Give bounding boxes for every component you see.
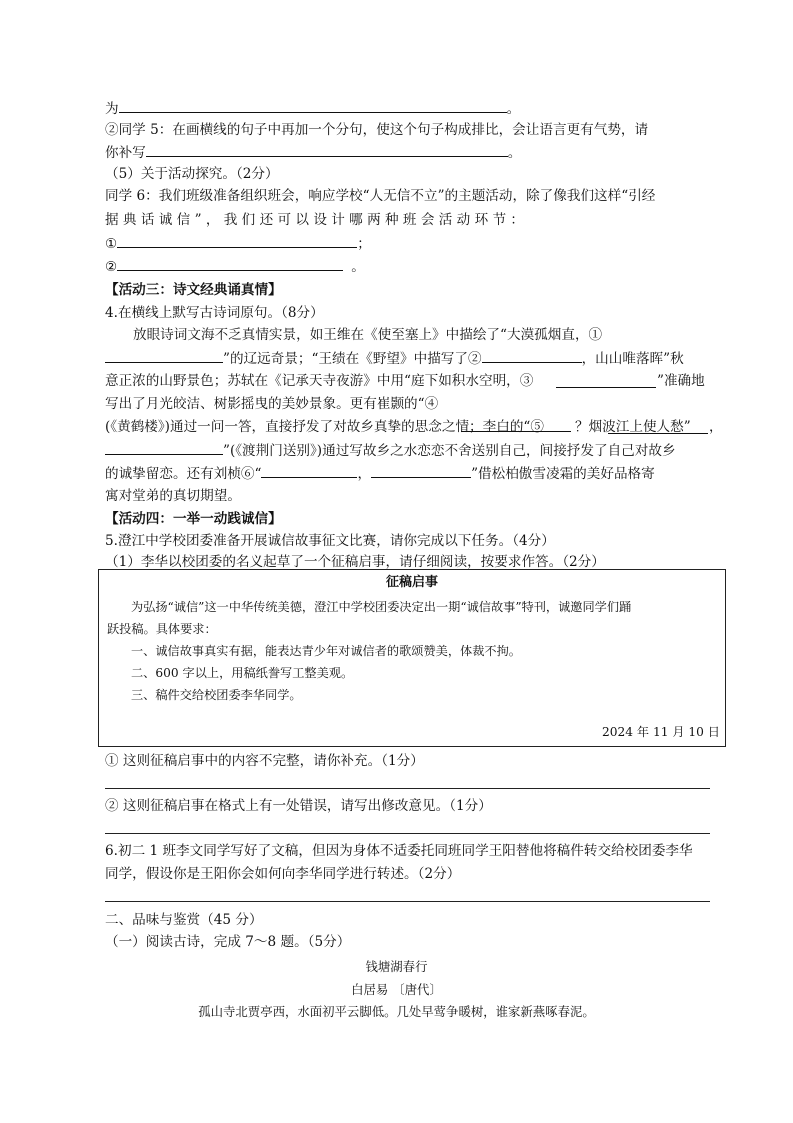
part-2-heading: 二、品味与鉴赏（45 分） — [105, 912, 263, 928]
poem-title: 钱塘湖春行 — [365, 959, 428, 974]
q4-l3-end: ”准确地 — [657, 373, 705, 389]
poem-line: 孤山寺北贾亭西，水面初平云脚低。几处早莺争暖树，谁家新燕啄春泥。 — [198, 1004, 595, 1019]
q4-line-6 — [105, 441, 676, 460]
notice-item-2: 二、600 字以上，用稿纸誊写工整美观。 — [131, 666, 354, 680]
answer-blank[interactable] — [117, 257, 343, 271]
q4-l7-mid: ， — [357, 466, 372, 482]
answer-blank[interactable] — [482, 349, 582, 363]
answer-blank[interactable] — [117, 234, 357, 248]
q4-l6-text: ”(《渡荆门送别》)通过写故乡之水恋恋不舍送别自己，间接抒发了自己对故乡 — [223, 443, 676, 459]
q4-l2-text: ”的辽远奇景；“王绩在《野望》中描写了② — [223, 351, 482, 367]
q4-line-7 — [105, 464, 655, 483]
answer-blank[interactable] — [371, 464, 471, 478]
q4-line-4: 写出了月光皎洁、树影摇曳的美妙景象。更有崔颢的“④ — [105, 396, 439, 412]
q5-title: 5.澄江中学校团委准备开展诚信故事征文比赛，请你完成以下任务。（4分） — [105, 533, 555, 549]
answer-line[interactable] — [105, 901, 710, 902]
notice-para-1b: 跃投稿。具体要求： — [107, 622, 217, 636]
q5-sub-1-part-1: ① 这则征稿启事中的内容不完整，请你补充。（1分） — [105, 753, 424, 769]
q6-line-1: 6.初二 1 班李文同学写好了文稿，但因为身体不适委托同班同学王阳替他将稿件转交给校团委李华 — [105, 843, 693, 859]
answer-blank[interactable] — [105, 441, 223, 455]
q5-sub-1: （1）李华以校团委的名义起草了一个征稿启事，请仔细阅读，按要求作答。（2分） — [105, 554, 605, 570]
q4-line-1: 放眼诗词文海不乏真情实景，如王维在《使至塞上》中描绘了“大漠孤烟直，① — [133, 327, 603, 343]
answer-line[interactable] — [105, 788, 710, 789]
q4-l5-end: ， — [709, 419, 723, 435]
q3-part5-line-2: 据 典 话 诚 信 ” ， 我 们 还 可 以 设 计 哪 两 种 班 会 活 动 环 节 ： — [105, 212, 524, 228]
answer-line[interactable] — [105, 833, 710, 834]
q4-line-8: 寓对堂弟的真切期望。 — [105, 488, 241, 504]
choice-marker: ② — [105, 259, 118, 275]
q4-title: 4.在横线上默写古诗词原句。（8分） — [105, 305, 324, 321]
q3-part5-line-1: 同学 6：我们班级准备组织班会，响应学校“人无信不立”的主题活动，除了像我们这样“引经 — [105, 188, 656, 204]
notice-title: 征稿启事 — [385, 575, 438, 590]
q4-line-2 — [105, 349, 684, 368]
q3-l3-end: 。 — [507, 145, 522, 161]
q3-part5-title: （5）关于活动探究。（2分） — [105, 166, 279, 182]
activity-4-heading: 【活动四：一举一动践诚信】 — [105, 511, 282, 527]
answer-blank[interactable] — [556, 374, 656, 388]
q3-line-1 — [105, 99, 520, 118]
q3-l1-end: 。 — [506, 101, 521, 117]
notice-box — [98, 569, 726, 747]
part-2-sub: （一）阅读古诗，完成 7～8 题。（5分） — [105, 934, 351, 950]
activity-3-heading: 【活动三：诗文经典诵真情】 — [105, 282, 282, 298]
answer-blank[interactable] — [608, 420, 708, 434]
q4-line-3: 意正浓的山野景色；苏轼在《记承天寺夜游》中用“庭下如积水空明，③ — [105, 373, 534, 389]
answer-blank[interactable] — [261, 464, 357, 478]
q4-l7-end: ”借松柏傲雪凌霜的美好品格寄 — [471, 466, 655, 482]
answer-blank[interactable] — [119, 99, 507, 113]
notice-item-1: 一、诚信故事真实有据，能表达青少年对诚信者的歌颂赞美，体裁不拘。 — [131, 644, 521, 658]
q3-line-2: ②同学 5：在画横线的句子中再加一个分句，使这个句子构成排比，会让语言更有气势，请 — [105, 122, 649, 138]
q4-l2-text-2: ，山山唯落晖”秋 — [581, 351, 684, 367]
notice-item-3: 三、稿件交给校团委李华同学。 — [131, 688, 302, 702]
q4-l4-end: ？烟波江上使人愁” — [575, 419, 691, 435]
q3-part5-choice-2 — [105, 257, 365, 276]
answer-blank[interactable] — [146, 143, 508, 157]
poem-author: 白居易 〔唐代〕 — [351, 982, 442, 997]
choice-end: ； — [357, 236, 371, 252]
q3-part5-choice-1 — [105, 234, 371, 253]
notice-para-1a: 为弘扬“诚信”这一中华传统美德，澄江中学校团委决定出一期“诚信故事”特刊，诚邀同学们踊 — [131, 600, 632, 614]
q3-l1-prefix: 为 — [105, 101, 119, 117]
q3-line-3 — [105, 143, 521, 162]
q3-l3-prefix: 你补写 — [105, 145, 146, 161]
choice-end: 。 — [351, 259, 365, 275]
choice-marker: ① — [105, 236, 118, 252]
notice-date: 2024 年 11 月 10 日 — [602, 725, 720, 739]
q4-l7-text: 的诚挚留恋。还有刘桢⑥“ — [105, 466, 262, 482]
q5-sub-1-part-2: ② 这则征稿启事在格式上有一处错误，请写出修改意见。（1分） — [105, 798, 492, 814]
q6-line-2: 同学，假设你是王阳你会如何向李华同学进行转述。（2分） — [105, 866, 461, 882]
q4-line-5b: (《黄鹤楼》)通过一问一答，直接抒发了对故乡真挚的思念之情；李白的“⑤ — [105, 419, 544, 435]
answer-blank[interactable] — [105, 349, 223, 363]
